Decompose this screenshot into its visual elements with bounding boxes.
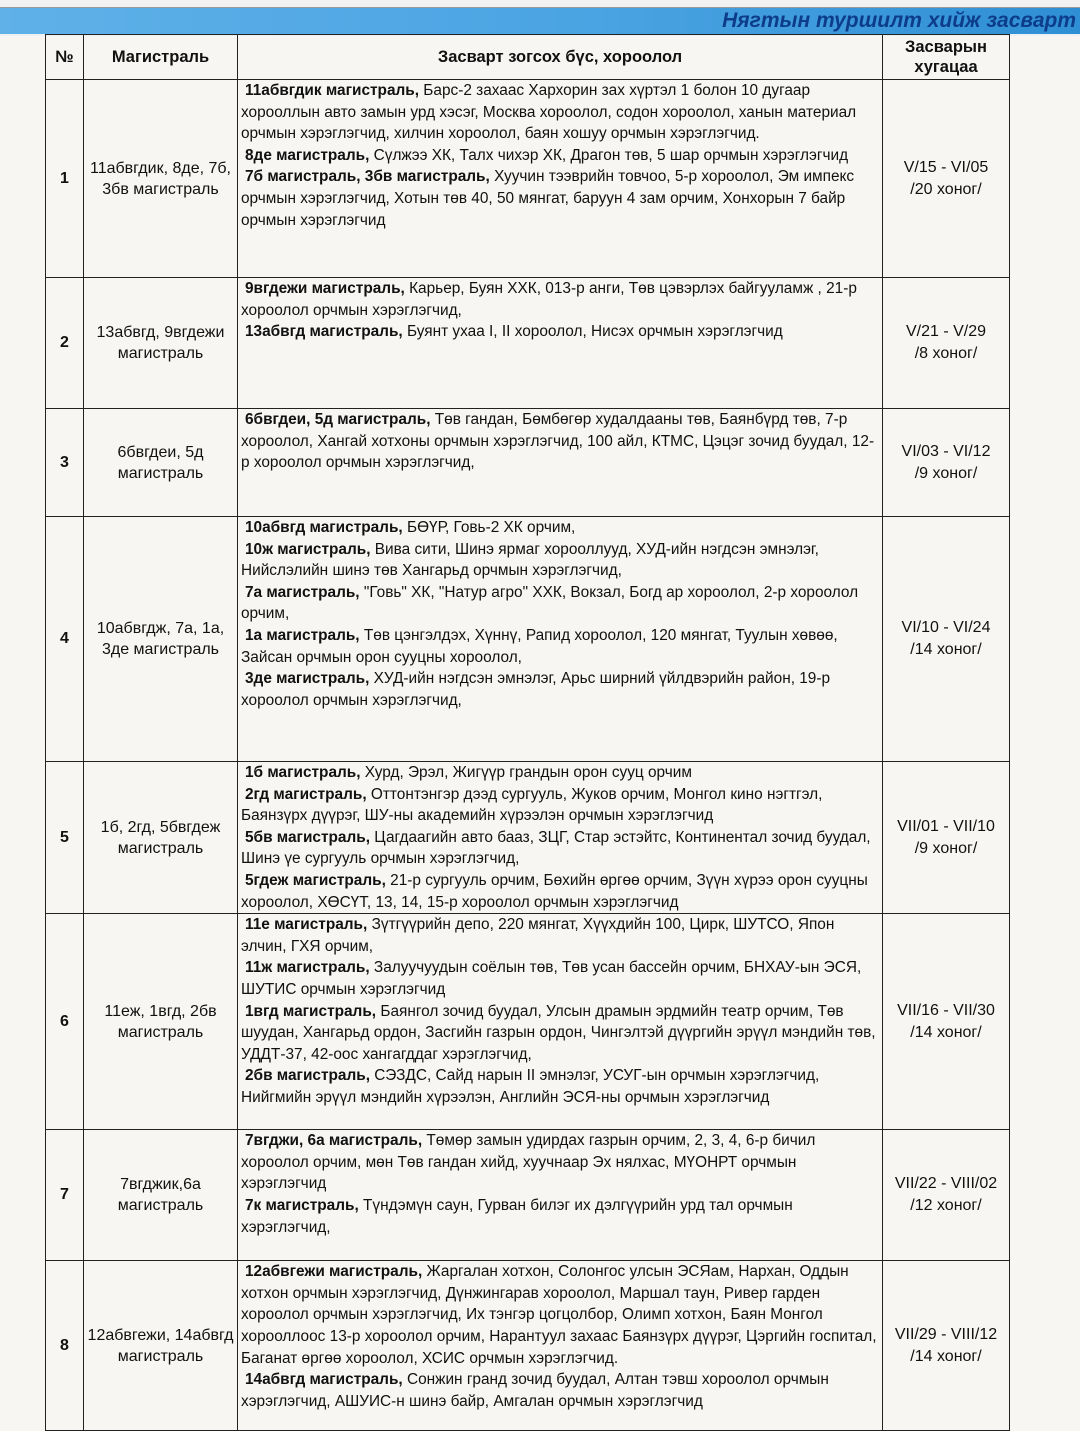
segment-magistral-name: 1б магистраль, — [245, 764, 361, 781]
table-row — [46, 517, 1010, 762]
header-magistral: Магистраль — [84, 35, 238, 80]
segment-area-text: Карьер, Буян ХХК, 013-р анги, Төв цэвэрлэх байгууламж , 21-р хороолол орчмын хэрэглэгчид, — [241, 280, 857, 319]
segment-magistral-name: 2бв магистраль, — [245, 1067, 370, 1085]
segment-magistral-name: 5бв магистраль, — [245, 828, 370, 846]
table-row — [46, 80, 1010, 278]
row-magistral: 12абвгежи, 14абвгд магистраль — [84, 1261, 238, 1431]
area-segment — [241, 827, 880, 870]
area-segment — [241, 1369, 880, 1412]
duration-dates: VII/01 - VII/10 — [897, 817, 995, 835]
area-segment — [241, 762, 880, 784]
header-number: № — [46, 35, 84, 80]
area-segment — [241, 625, 880, 668]
row-magistral: 11абвгдик, 8де, 7б, 3бв магистраль — [84, 80, 238, 278]
segment-magistral-name: 5гдеж магистраль, — [245, 871, 386, 889]
segment-area-text: Сонжин гранд зочид буудал, Алтан тэвш хороолол орчмын хэрэглэгчид, АШУИС-н шинэ байр, Амгалан орчмын хэрэглэгчид — [241, 1371, 829, 1410]
duration-dates: VII/16 - VII/30 — [897, 1001, 995, 1019]
row-number: 8 — [46, 1261, 84, 1431]
segment-area-text: Төмөр замын удирдах газрын орчим, 2, 3, 4, 6-р бичил хороолол орчим, мөн Төв гандан хийд, хуучнаар Эх нялхас, МҮОНРТ орчмын хэрэглэгчид — [241, 1132, 816, 1193]
segment-magistral-name: 7а магистраль, — [245, 583, 360, 601]
segment-magistral-name: 12абвгежи магистраль, — [245, 1263, 423, 1281]
segment-magistral-name: 11е магистраль, — [245, 916, 368, 934]
area-segment — [241, 409, 880, 474]
row-area — [238, 278, 883, 409]
segment-area-text: 21-р сургууль орчим, Бөхийн өргөө орчим, Зүүн хүрээ орон сууцны хороолол, ХӨСҮТ, 13, 14, 15-р хороолол орчмын хэрэглэгчид — [241, 871, 868, 911]
segment-magistral-name: 10ж магистраль, — [245, 540, 371, 558]
table-row — [46, 1261, 1010, 1431]
area-segment — [241, 539, 880, 582]
area-segment — [241, 1001, 880, 1066]
table-row — [46, 914, 1010, 1130]
segment-magistral-name: 11ж магистраль, — [245, 959, 370, 977]
area-segment — [241, 145, 880, 167]
segment-magistral-name: 11абвгдик магистраль, — [245, 82, 420, 99]
area-segment — [241, 914, 880, 957]
segment-magistral-name: 8де магистраль, — [245, 146, 370, 164]
row-duration — [883, 914, 1010, 1130]
segment-magistral-name: 6бвгдеи, 5д магистраль, — [245, 411, 431, 428]
segment-magistral-name: 7вгджи, 6а магистраль, — [245, 1132, 423, 1150]
duration-dates: VI/10 - VI/24 — [901, 619, 991, 636]
segment-magistral-name: 1а магистраль, — [245, 626, 360, 644]
segment-area-text: Залуучуудын соёлын төв, Төв усан бассейн орчим, БНХАУ-ын ЭСЯ, ШУТИС орчмын хэрэглэгчид — [241, 959, 862, 998]
segment-magistral-name: 9вгдежи магистраль, — [245, 280, 405, 297]
row-number: 7 — [46, 1130, 84, 1261]
header-area: Засварт зогсох бүс, хороолол — [238, 35, 883, 80]
segment-area-text: Жаргалан хотхон, Солонгос улсын ЭСЯам, Нархан, Оддын хотхон орчмын хэрэглэгчид, Дүнжингарав хороолол, Маршал таун, Ривер гарден хороолол орчмын хэрэглэгчид, Их тэнгэр цогцолбор, Олимп хотхон, Баян Монгол хорооллоос 13-р хороолол орчим, Нарантуул захаас Баянзүрх дүүрэг, Цэргийн госпитал, Баганат өргөө хороолол, ХСИС орчмын хэрэглэгчид. — [241, 1263, 877, 1367]
duration-dates: VII/22 - VIII/02 — [894, 1175, 998, 1193]
row-duration — [883, 80, 1010, 278]
table-row — [46, 762, 1010, 914]
table-row — [46, 278, 1010, 409]
area-segment — [241, 784, 880, 827]
row-number: 2 — [46, 278, 84, 409]
row-duration — [883, 409, 1010, 517]
row-number: 1 — [46, 80, 84, 278]
segment-magistral-name: 13абвгд магистраль, — [245, 323, 403, 341]
duration-dates: V/15 - VI/05 — [903, 158, 989, 176]
area-segment — [241, 1195, 880, 1238]
segment-area-text: Түндэмүн саун, Гурван билэг их дэлгүүрийн урд тал орчмын хэрэглэгчид, — [241, 1196, 793, 1236]
segment-magistral-name: 2гд магистраль, — [245, 785, 367, 803]
table-body — [46, 80, 1010, 1431]
segment-area-text: Төв гандан, Бөмбөгөр худалдааны төв, Баянбүрд төв, 7-р хороолол, Хангай хотхоны орчмын хэрэглэгчид, 100 айл, КТМС, Цэцэг зочид буудал, 12-р хороолол орчмын хэрэглэгчид, — [241, 411, 875, 472]
segment-area-text: Оттонтэнгэр дээд сургууль, Жуков орчим, Монгол кино нэгтгэл, Баянзүрх дүүрэг, ШУ-ны академийн хүрээлэн орчмын хэрэглэгчид — [241, 785, 823, 825]
row-area — [238, 80, 883, 278]
area-segment — [241, 80, 880, 145]
area-segment — [241, 957, 880, 1000]
segment-area-text: Хурд, Эрэл, Жигүүр грандын орон сууц орчим — [360, 764, 692, 781]
row-number: 3 — [46, 409, 84, 517]
banner-title: Нягтын туршилт хийж засварт — [722, 9, 1076, 32]
segment-area-text: БӨҮР, Говь-2 ХК орчим, — [402, 519, 576, 536]
segment-magistral-name: 14абвгд магистраль, — [245, 1371, 403, 1389]
duration-days: /9 хоног/ — [914, 464, 978, 482]
row-magistral: 10абвгдж, 7а, 1а, 3де магистраль — [84, 517, 238, 762]
row-number: 6 — [46, 914, 84, 1130]
segment-area-text: Баянгол зочид буудал, Улсын драмын эрдмийн театр орчим, Төв шуудан, Хангарьд ордон, Засгийн газрын ордон, Чингэлтэй дүүргийн эрүүл мэндийн төв, УДДТ-37, 42-оос хангагддаг хэрэглэгчид, — [241, 1002, 876, 1063]
row-area — [238, 409, 883, 517]
area-segment — [241, 278, 880, 321]
segment-magistral-name: 10абвгд магистраль, — [245, 519, 403, 536]
row-area — [238, 1261, 883, 1431]
area-segment — [241, 1065, 880, 1108]
duration-days: /12 хоног/ — [910, 1197, 982, 1215]
document-header-banner — [0, 0, 1080, 36]
duration-days: /9 хоног/ — [914, 839, 978, 857]
row-area — [238, 1130, 883, 1261]
area-segment — [241, 517, 880, 539]
segment-magistral-name: 3де магистраль, — [245, 670, 370, 688]
segment-area-text: СЭЗДС, Сайд нарын II эмнэлэг, УСУГ-ын орчмын хэрэглэгчид, Нийгмийн эрүүл мэндийн хүрээлэн, Английн ЭСЯ-ны орчмын хэрэглэгчид — [241, 1067, 820, 1106]
row-number: 5 — [46, 762, 84, 914]
segment-area-text: ХУД-ийн нэгдсэн эмнэлэг, Арьс ширний үйлдвэрийн район, 19-р хороолол орчмын хэрэглэгчид, — [241, 670, 831, 709]
row-duration — [883, 278, 1010, 409]
row-duration — [883, 1130, 1010, 1261]
segment-area-text: Цагдаагийн авто бааз, ЗЦГ, Стар эстэйтс, Континентал зочид буудал, Шинэ үе сургууль орчмын хэрэглэгчид, — [241, 828, 871, 868]
row-number: 4 — [46, 517, 84, 762]
duration-days: /14 хоног/ — [910, 1347, 982, 1365]
segment-area-text: Хуучин тээврийн товчоо, 5-р хороолол, Эм импекс орчмын хэрэглэгчид, Хотын төв 40, 50 мянгат, баруун 4 зам орчим, Хонхорын 7 байр орчмын хэрэглэгчид — [241, 168, 855, 229]
row-magistral: 11еж, 1вгд, 2бв магистраль — [84, 914, 238, 1130]
duration-days: /20 хоног/ — [910, 180, 982, 198]
row-magistral: 6бвгдеи, 5д магистраль — [84, 409, 238, 517]
area-segment — [241, 1261, 880, 1369]
row-area — [238, 517, 883, 762]
row-area — [238, 762, 883, 914]
segment-area-text: Вива сити, Шинэ ярмаг хорооллууд, ХУД-ийн нэгдсэн эмнэлэг, Нийслэлийн шинэ төв Хангарьд орчмын хэрэглэгчид, — [241, 540, 819, 580]
row-duration — [883, 517, 1010, 762]
segment-magistral-name: 1вгд магистраль, — [245, 1002, 377, 1020]
table-row — [46, 1130, 1010, 1261]
area-segment — [241, 1130, 880, 1195]
row-magistral: 1б, 2гд, 5бвгдеж магистраль — [84, 762, 238, 914]
area-segment — [241, 870, 880, 913]
duration-dates: V/21 - V/29 — [905, 323, 987, 340]
duration-dates: VII/29 - VIII/12 — [894, 1325, 998, 1343]
area-segment — [241, 166, 880, 231]
banner-top-strip — [0, 0, 1080, 8]
segment-area-text: Зүтгүүрийн депо, 220 мянгат, Хүүхдийн 100, Цирк, ШУТСО, Япон элчин, ГХЯ орчим, — [241, 916, 835, 955]
table-header-row — [46, 35, 1010, 80]
row-duration — [883, 1261, 1010, 1431]
segment-area-text: Барс-2 захаас Хархорин зах хүртэл 1 болон 10 дугаар хорооллын авто замын урд хэсэг, Москва хороолол, содон хороолол, ханын материал орчмын хэрэглэгчид, хилчин хороолол, баян хошуу орчмын хэрэглэгчид. — [241, 82, 857, 143]
segment-area-text: Сүлжээ ХК, Талх чихэр ХК, Драгон төв, 5 шар орчмын хэрэглэгчид — [369, 146, 849, 164]
segment-area-text: "Говь" ХК, "Натур агро" ХХК, Вокзал, Богд ар хороолол, 2-р хороолол орчим, — [241, 583, 859, 623]
row-duration — [883, 762, 1010, 914]
segment-area-text: Төв цэнгэлдэх, Хүннү, Рапид хороолол, 120 мянгат, Туулын хөвөө, Зайсан орчмын орон сууцны хороолол, — [241, 626, 838, 666]
area-segment — [241, 668, 880, 711]
duration-days: /14 хоног/ — [910, 641, 982, 658]
duration-days: /14 хоног/ — [910, 1023, 982, 1041]
repair-schedule-table — [45, 34, 1010, 1431]
row-area — [238, 914, 883, 1130]
header-duration: Засварын хугацаа — [883, 35, 1010, 80]
segment-area-text: Буянт ухаа I, II хороолол, Нисэх орчмын хэрэглэгчид — [402, 323, 783, 341]
segment-magistral-name: 7б магистраль, 3бв магистраль, — [245, 168, 490, 186]
row-magistral: 7вгджик,6а магистраль — [84, 1130, 238, 1261]
duration-days: /8 хоног/ — [914, 345, 978, 362]
area-segment — [241, 582, 880, 625]
duration-dates: VI/03 - VI/12 — [901, 442, 991, 460]
row-magistral: 13абвгд, 9вгдежи магистраль — [84, 278, 238, 409]
table-row — [46, 409, 1010, 517]
area-segment — [241, 321, 880, 343]
segment-magistral-name: 7к магистраль, — [245, 1196, 359, 1214]
